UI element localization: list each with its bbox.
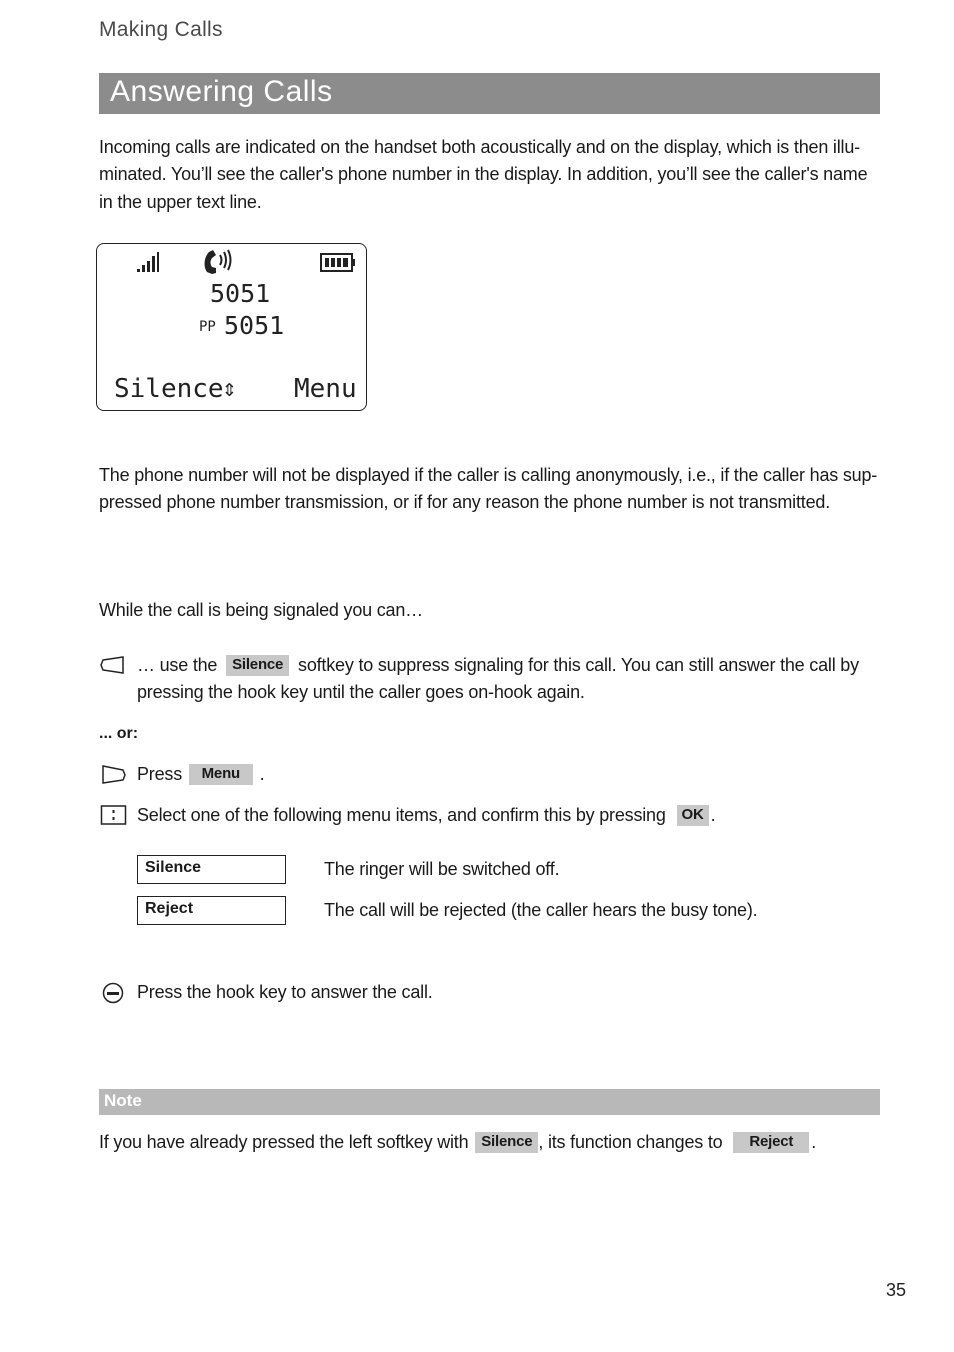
section-title-bar <box>99 73 880 114</box>
handset-display <box>96 243 367 411</box>
intro-line: minated. You’ll see the caller's phone number in the display. In addition, you’ll see the caller's name <box>99 164 868 184</box>
caller-number: 5051 <box>210 279 271 308</box>
right-softkey-icon <box>100 763 128 787</box>
menu-item-reject <box>137 896 286 925</box>
running-header: Making Calls <box>99 18 223 41</box>
left-softkey-label: Silence <box>114 374 224 404</box>
right-softkey-label: Menu <box>294 374 357 404</box>
intro-paragraph <box>99 134 889 216</box>
select-item-period: . <box>710 805 716 825</box>
note-reject-key: Reject <box>733 1132 809 1153</box>
menu-item-label: Silence <box>145 859 202 876</box>
signal-strength-icon <box>135 250 161 274</box>
ok-softkey: OK <box>677 805 709 826</box>
silence-softkey: Silence <box>226 655 289 676</box>
anonymous-line: The phone number will not be displayed if the caller is calling anonymously, i.e., if the caller has sup- <box>99 465 878 485</box>
caller-name-prefix: PP <box>199 319 216 335</box>
note-text <box>99 1129 889 1156</box>
caller-name: 5051 <box>224 311 285 340</box>
select-item-text: Select one of the following menu items, and confirm this by pressing <box>137 805 666 825</box>
navigation-key-icon <box>100 804 128 828</box>
menu-item-label: Reject <box>145 900 194 917</box>
intro-line: Incoming calls are indicated on the handset both acoustically and on the display, which is then illu- <box>99 137 860 157</box>
anonymous-paragraph <box>99 462 889 516</box>
ringing-handset-icon <box>201 247 235 275</box>
note-text-part: If you have already pressed the left softkey with <box>99 1132 469 1152</box>
nav-up-down-icon: ⇕ <box>222 374 237 402</box>
silence-step-line2: pressing the hook key until the caller goes on-hook again. <box>137 682 585 702</box>
note-title: Note <box>104 1091 142 1110</box>
select-item-step <box>137 802 715 829</box>
anonymous-line: pressed phone number transmission, or if for any reason the phone number is not transmitted. <box>99 492 830 512</box>
note-text-part: . <box>811 1132 817 1152</box>
silence-step-text: softkey to suppress signaling for this call. You can still answer the call by <box>298 655 859 675</box>
press-menu-period: . <box>259 764 265 784</box>
battery-icon <box>320 253 356 273</box>
silence-step <box>137 652 897 706</box>
intro-line: in the upper text line. <box>99 192 262 212</box>
hook-key-icon <box>100 981 128 1005</box>
or-label: ... or: <box>99 725 139 742</box>
note-bar <box>99 1089 880 1115</box>
menu-item-silence <box>137 855 286 884</box>
silence-step-text: … use the <box>137 655 218 675</box>
menu-softkey: Menu <box>189 764 253 785</box>
press-menu-step <box>137 761 264 788</box>
menu-item-description: The ringer will be switched off. <box>324 859 560 879</box>
section-title: Answering Calls <box>110 75 333 108</box>
signaled-intro: While the call is being signaled you can… <box>99 600 423 620</box>
hook-step: Press the hook key to answer the call. <box>137 982 433 1002</box>
press-menu-text: Press <box>137 764 183 784</box>
note-silence-key: Silence <box>475 1132 538 1153</box>
note-text-part: , its function changes to <box>538 1132 723 1152</box>
left-softkey-icon <box>100 654 128 678</box>
menu-item-description: The call will be rejected (the caller hears the busy tone). <box>324 900 758 920</box>
page-number: 35 <box>886 1280 907 1300</box>
